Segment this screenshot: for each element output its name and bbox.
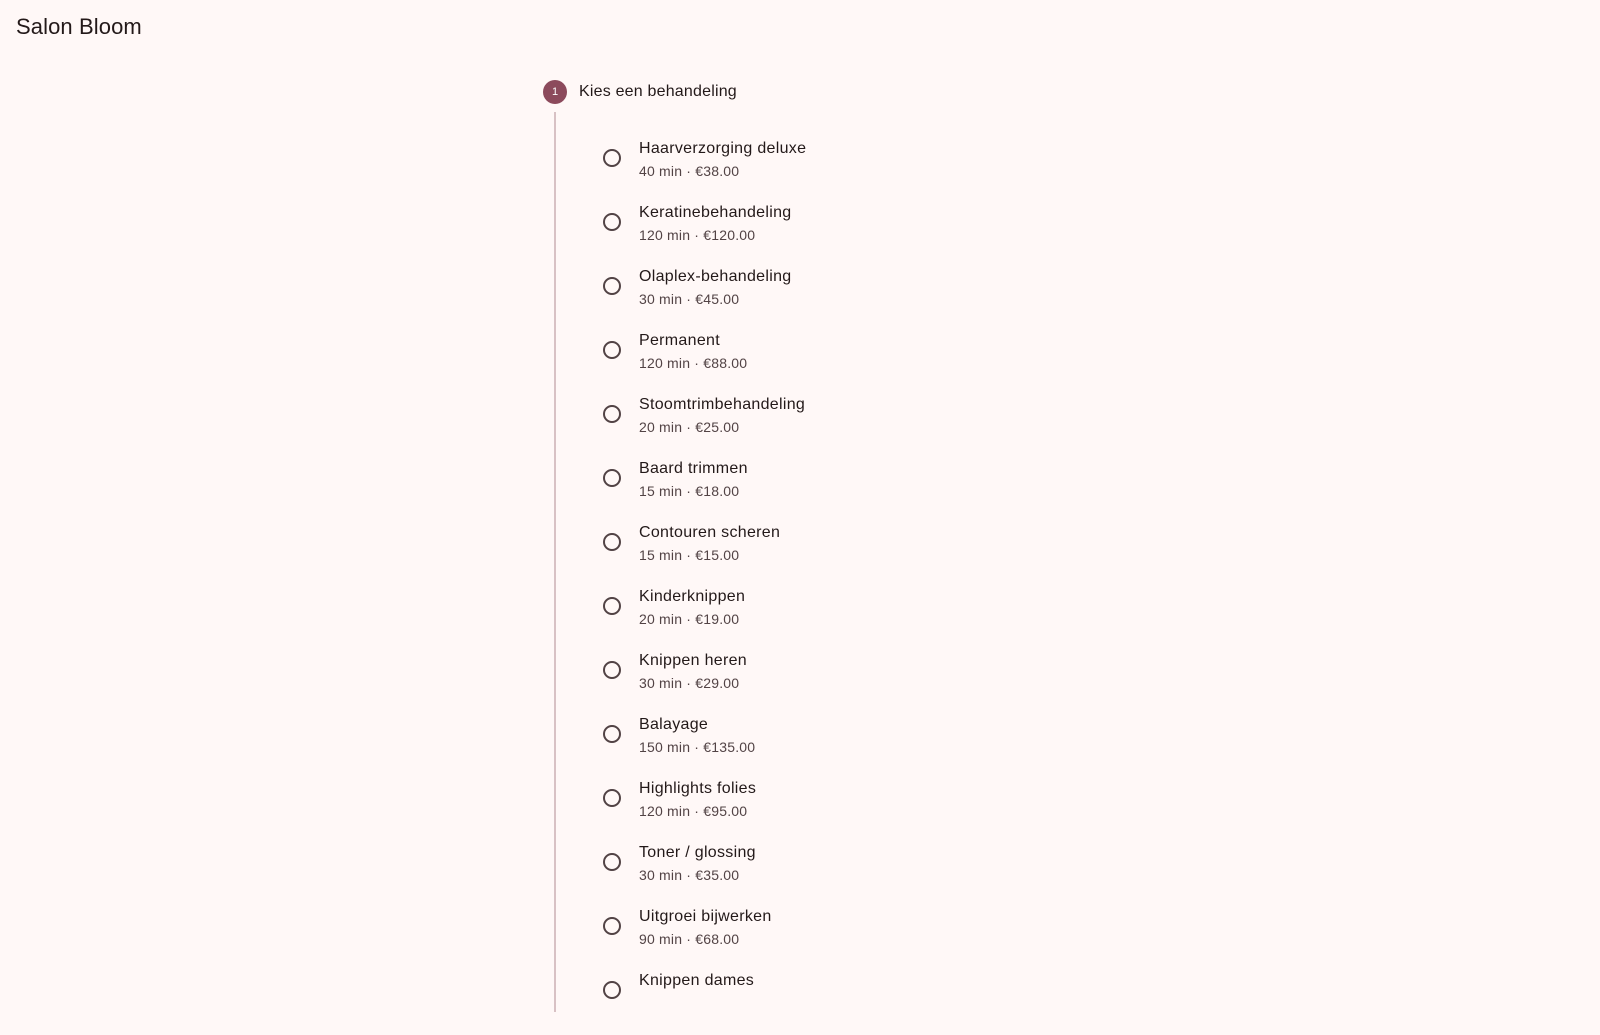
treatment-name: Knippen dames bbox=[639, 972, 755, 989]
treatment-name: Haarverzorging deluxe bbox=[639, 140, 807, 157]
treatment-duration-price: 30 min · €29.00 bbox=[639, 675, 740, 691]
treatment-option[interactable] bbox=[603, 907, 806, 971]
treatment-name: Kinderknippen bbox=[639, 588, 746, 605]
treatment-duration-price: 120 min · €88.00 bbox=[639, 355, 748, 371]
radio-button-icon[interactable] bbox=[603, 213, 621, 231]
treatment-option[interactable] bbox=[603, 203, 806, 267]
treatment-option[interactable] bbox=[603, 459, 806, 523]
radio-button-icon[interactable] bbox=[603, 725, 621, 743]
treatment-option[interactable] bbox=[603, 715, 806, 779]
treatment-duration-price: 120 min · €95.00 bbox=[639, 803, 748, 819]
treatment-duration-price: 20 min · €19.00 bbox=[639, 611, 740, 627]
treatment-name: Highlights folies bbox=[639, 780, 757, 797]
treatment-option[interactable] bbox=[603, 651, 806, 715]
treatment-option[interactable] bbox=[603, 587, 806, 651]
treatment-duration-price: 20 min · €25.00 bbox=[639, 419, 740, 435]
treatment-option[interactable] bbox=[603, 395, 806, 459]
treatment-duration-price: 30 min · €45.00 bbox=[639, 291, 740, 307]
radio-button-icon[interactable] bbox=[603, 661, 621, 679]
treatment-option[interactable] bbox=[603, 971, 806, 1035]
treatment-duration-price: 30 min · €35.00 bbox=[639, 867, 740, 883]
radio-button-icon[interactable] bbox=[603, 469, 621, 487]
treatment-name: Stoomtrimbehandeling bbox=[639, 396, 806, 413]
treatment-name: Baard trimmen bbox=[639, 460, 748, 477]
treatment-duration-price: 150 min · €135.00 bbox=[639, 739, 756, 755]
step-label: Kies een behandeling bbox=[579, 83, 737, 100]
treatment-duration-price: 40 min · €38.00 bbox=[639, 163, 740, 179]
treatment-duration-price: 15 min · €18.00 bbox=[639, 483, 740, 499]
radio-button-icon[interactable] bbox=[603, 149, 621, 167]
radio-button-icon[interactable] bbox=[603, 853, 621, 871]
treatment-duration-price: 90 min · €68.00 bbox=[639, 931, 740, 947]
radio-button-icon[interactable] bbox=[603, 405, 621, 423]
treatment-name: Balayage bbox=[639, 716, 709, 733]
treatment-option[interactable] bbox=[603, 139, 806, 203]
treatment-name: Toner / glossing bbox=[639, 844, 756, 861]
treatment-option[interactable] bbox=[603, 843, 806, 907]
treatment-options-list bbox=[603, 139, 806, 1035]
radio-button-icon[interactable] bbox=[603, 277, 621, 295]
step-header[interactable] bbox=[543, 80, 1243, 104]
step-number-badge: 1 bbox=[543, 80, 567, 104]
step-connector-line bbox=[554, 112, 556, 1012]
radio-button-icon[interactable] bbox=[603, 597, 621, 615]
radio-button-icon[interactable] bbox=[603, 789, 621, 807]
treatment-name: Permanent bbox=[639, 332, 720, 349]
radio-button-icon[interactable] bbox=[603, 981, 621, 999]
treatment-option[interactable] bbox=[603, 331, 806, 395]
treatment-duration-price: 15 min · €15.00 bbox=[639, 547, 740, 563]
radio-button-icon[interactable] bbox=[603, 341, 621, 359]
treatment-name: Contouren scheren bbox=[639, 524, 781, 541]
treatment-option[interactable] bbox=[603, 523, 806, 587]
app-title: Salon Bloom bbox=[16, 14, 142, 39]
treatment-name: Knippen heren bbox=[639, 652, 747, 669]
treatment-name: Olaplex-behandeling bbox=[639, 268, 792, 285]
treatment-option[interactable] bbox=[603, 267, 806, 331]
treatment-stepper bbox=[543, 80, 1243, 989]
treatment-option[interactable] bbox=[603, 779, 806, 843]
radio-button-icon[interactable] bbox=[603, 917, 621, 935]
treatment-name: Keratinebehandeling bbox=[639, 204, 792, 221]
treatment-name: Uitgroei bijwerken bbox=[639, 908, 772, 925]
radio-button-icon[interactable] bbox=[603, 533, 621, 551]
treatment-duration-price: 120 min · €120.00 bbox=[639, 227, 756, 243]
